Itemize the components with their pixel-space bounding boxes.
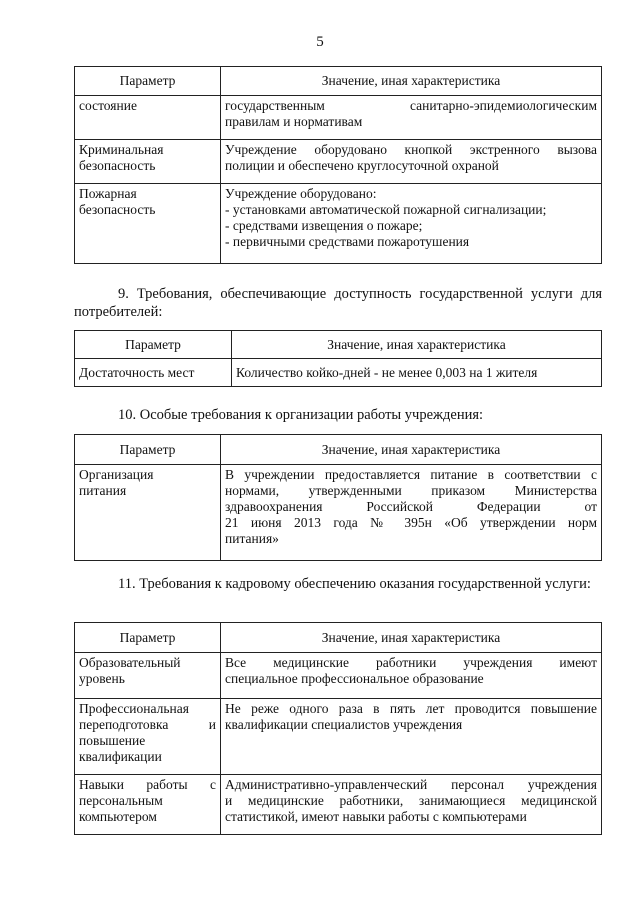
header-param: Параметр <box>75 623 221 653</box>
table-header-row <box>75 67 602 96</box>
value-line: Учреждение оборудовано кнопкой экстренного вызова <box>225 142 597 157</box>
value-line: квалификации специалистов учреждения <box>225 717 463 732</box>
param-line: Навыки работы с <box>79 777 216 792</box>
param-cell <box>75 775 221 835</box>
table-row <box>75 465 602 561</box>
value-line: полиции и обеспечено круглосуточной охраной <box>225 158 499 173</box>
page-number: 5 <box>316 34 324 50</box>
param-line: уровень <box>79 671 125 686</box>
table-row <box>75 140 602 184</box>
param-line: Пожарная <box>79 186 137 201</box>
value-cell <box>221 465 602 561</box>
param-line: компьютером <box>79 809 157 824</box>
table-row <box>75 184 602 264</box>
header-param: Параметр <box>75 435 221 465</box>
value-cell <box>221 184 602 264</box>
table-staffing <box>74 622 602 835</box>
param-line: квалификации <box>79 749 162 764</box>
value-cell <box>221 140 602 184</box>
section-11-heading: 11. Требования к кадровому обеспечению оказания государственной услуги: <box>118 576 591 592</box>
value-line: Учреждение оборудовано: <box>225 186 377 201</box>
value-line: государственным санитарно-эпидемиологическим <box>225 98 597 113</box>
header-value: Значение, иная характеристика <box>221 435 602 465</box>
param-line: Профессиональная <box>79 701 189 716</box>
param-line: персональным <box>79 793 163 808</box>
table-row <box>75 653 602 699</box>
param-line: питания <box>79 483 127 498</box>
value-line: В учреждении предоставляется питание в соответствии с <box>225 467 597 482</box>
param-line: Криминальная <box>79 142 164 157</box>
table-header-row <box>75 623 602 653</box>
value-line: специальное профессиональное образование <box>225 671 484 686</box>
table-header-row <box>75 331 602 359</box>
table-availability <box>74 330 602 387</box>
header-value: Значение, иная характеристика <box>232 331 602 359</box>
value-line: нормами, утвержденными приказом Министерства <box>225 483 597 498</box>
param-cell <box>75 465 221 561</box>
table-row <box>75 96 602 140</box>
table-row <box>75 359 602 387</box>
value-line: и медицинские работники, занимающиеся медицинской <box>225 793 597 808</box>
header-param: Параметр <box>75 331 232 359</box>
value-cell <box>221 96 602 140</box>
param-line: безопасность <box>79 158 156 173</box>
value-line: правилам и нормативам <box>225 114 363 129</box>
param-line: Образовательный <box>79 655 181 670</box>
value-line: здравоохранения Российской Федерации от <box>225 499 597 514</box>
value-line: Не реже одного раза в пять лет проводится повышение <box>225 701 597 716</box>
table-header-row <box>75 435 602 465</box>
param-cell <box>75 184 221 264</box>
param-line: Организация <box>79 467 154 482</box>
param-cell: Достаточность мест <box>75 359 232 387</box>
value-line: статистикой, имеют навыки работы с компьютерами <box>225 809 527 824</box>
param-cell <box>75 96 221 140</box>
value-line: - первичными средствами пожаротушения <box>225 234 470 249</box>
value-cell <box>221 699 602 775</box>
table-row <box>75 775 602 835</box>
header-value: Значение, иная характеристика <box>221 67 602 96</box>
value-line: - установками автоматической пожарной сигнализации; <box>225 202 547 217</box>
value-line: 21 июня 2013 года № 395н «Об утверждении норм <box>225 515 597 530</box>
header-value: Значение, иная характеристика <box>221 623 602 653</box>
param-cell <box>75 140 221 184</box>
param-line: состояние <box>79 98 137 113</box>
header-param: Параметр <box>75 67 221 96</box>
value-line: Административно-управленческий персонал учреждения <box>225 777 597 792</box>
section-9-heading: 9. Требования, обеспечивающие доступность государственной услуги для потребителей: <box>74 286 602 320</box>
value-line: Все медицинские работники учреждения имеют <box>225 655 597 670</box>
param-line: переподготовка и <box>79 717 216 732</box>
value-cell <box>221 775 602 835</box>
value-line: - средствами извещения о пожаре; <box>225 218 423 233</box>
param-line: повышение <box>79 733 146 748</box>
param-cell <box>75 653 221 699</box>
value-cell: Количество койко-дней - не менее 0,003 на 1 жителя <box>232 359 602 387</box>
table-row <box>75 699 602 775</box>
section-10-heading: 10. Особые требования к организации работы учреждения: <box>118 407 484 423</box>
param-line: безопасность <box>79 202 156 217</box>
table-special-requirements <box>74 434 602 561</box>
value-line: питания» <box>225 531 279 546</box>
param-cell <box>75 699 221 775</box>
value-cell <box>221 653 602 699</box>
table-continuation <box>74 66 602 264</box>
